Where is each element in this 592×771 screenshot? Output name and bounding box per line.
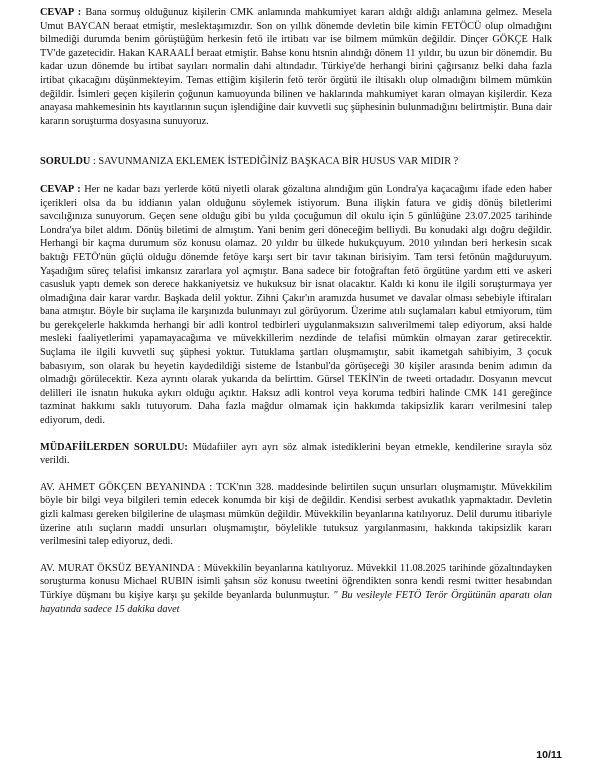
answer-lead: CEVAP :: [40, 7, 82, 18]
question-block: [40, 155, 552, 169]
question-text: : SAVUNMANIZA EKLEMEK İSTEDİĞİNİZ BAŞKACA BİR HUSUS VAR MIDIR ?: [90, 156, 459, 168]
answer-lead: CEVAP :: [40, 183, 81, 195]
defense-question-lead: MÜDAFİİLERDEN SORULDU:: [40, 441, 188, 453]
defense-question-text: Müdafiiler ayrı ayrı söz almak istediklerini beyan etmekle, kendilerine sırayla söz verildi.: [40, 441, 552, 467]
document-page: [40, 6, 552, 616]
lawyer-statement-text: AV. AHMET GÖKÇEN BEYANINDA : TCK'nın 328. maddesinde belirtilen suçun unsurları oluşmamıştır. Müvekkilim böyle bir bilgi veya bilgileri temin edecek konumda bir kişi de değildir. Kendisi serbest avukatlık yapmaktadır. Devletin gizli kalması gereken bilgilerine de ulaşması mümkün değildir. Müvekkilin beyanlarına katılıyoruz. Delil durumu itibariyle üzerine atılı suçların maddi unsurları oluşmamıştır, böylelikle tutuksuz yargılanmasını, hakkında takipsizlik kararı verilmesini talep ediyoruz, dedi.: [40, 481, 552, 548]
defense-question-block: [40, 441, 552, 468]
lawyer-statement-text: AV. MURAT ÖKSÜZ BEYANINDA : Müvekkilin beyanlarına katılıyoruz. Müvekkil 11.08.2025 tarihinde gözaltındayken soruşturma konusu Michael RUBIN isimli şahsın söz konusu tweetini öğrendikten sonra kendi resmi twitter hesabından Türkiye düşmanı bu kişiye karşı şu şekilde beyanlarda bulunmuştur.: [40, 562, 552, 601]
tweet-quote: " Bu vesileyle FETÖ Terör Örgütünün aparatı olan hayatında sadece 15 dakika davet: [40, 589, 553, 615]
lawyer-statement-2: [40, 562, 552, 616]
answer-block-1: [40, 6, 552, 128]
lawyer-statement-1: [40, 481, 552, 549]
page-number: 10/11: [536, 749, 562, 761]
answer-text: Bana sormuş olduğunuz kişilerin CMK anlamında mahkumiyet kararı aldığı aldığı anlamına gelmez. Mesela Umut BAYCAN beraat etmiştir, meslektaşımızdır. Son on yıllık dönemde devletin bile kimin FETÖCÜ olup olmadığını bilmediği durumda benim görüştüğüm herkesin fetö ile irtibatı var ise bilmem mümkün değildir. Dinçer GÖKÇE Halk TV'de gazetecidir. Hakan KARAALİ beraat etmiştir. Bahse konu htsnin alındığı dönem 11 yıldır, bu uzun bir dönemdir. Bu kadar uzun dönemde bu irtibat sayıları normalin dahi altındadır. Türkiye'de herhangi birini çağırsanız belki daha fazla irtibat çıkacağını düşünmekteyim. Temas ettiğim kişilerin fetö terör örgütü ile iltisaklı olup olmadığını bilmem mümkün değildir. İsimleri geçen kişilerin çoğunun kamuoyunda bilinen ve haklarında mahkumiyet kararı olmayan kişilerdir. Keza anayasa mahkemesinin hts kayıtlarının suçun işlendiğine dair kuvvetli suç şüphesinin bulunmadığını belirtmiştir. Buna dair kararın soruşturma dosyasına sunuyoruz.: [40, 7, 552, 127]
answer-block-2: [40, 183, 552, 428]
answer-text: Her ne kadar bazı yerlerde kötü niyetli olarak gözaltına alındığım gün Londra'ya kaçacağımı ifade eden haber içerikleri olsa da bu iddianın yalan olduğunu söylemek istiyorum. Buna ilişkin fatura ve gidiş dönüş biletlerimi savcılığınıza sunuyorum. Geçen sene olduğu gibi bu yılda çocuğumun dil okulu için 5 günlüğüne 23.07.2025 tarihinde Londra'ya bilet aldım. Dönüş biletimi de almıştım. Yani benim geri döneceğim belliydi. Bu konudaki algı doğru değildir. Herhangi bir kaçma durumum söz konusu olamaz. 20 yıldır bu ülkede hukukçuyum. 2010 yılından beri herkesin sıcak baktığı FETÖ'nün güçlü olduğu dönemde fetöye karşı sert bir tavır takınan birisiyim. Tam tersi fetönün mağduruyum. Yaşadığım süreç telafisi imkansız zararlara yol açmıştır. Bana sadece bir fotoğraftan fetö örgütüne yardım etti ve askeri casusluk yaptı demek son derece hakkaniyetsiz ve hukuksuz bir isnat olacaktır. Kaldı ki konu ile ilgili soruşturmaya yer olmadığına dair karar vardır. Başkada delil yoktur. Zihni Çakır'ın aramızda husumet ve davalar olması sebebiyle iftiraları bana atmıştır. Böyle bir suçlama ile karşınızda bulunmayı zul görüyorum. Üzerime atılı suçlamaları kabul etmiyorum, tüm bu gerekçelerle hakkımda herhangi bir adli kontrol tedbirleri uygulanmaksızın salıverilmemi talep ediyorum, aksi halde mesleki faaliyetlerimi yapamayacağıma ve müvekkillerim nezdinde de telafisi mümkün olmayan zarar getirecektir. Suçlama ile ilgili kuvvetli suç şüphesi yoktur. Tutuklama şartları oluşmamıştır, sabit ikametgah sahibiyim, 3 çocuk babasıyım, son olarak bu heyetin kaydedildiği sisteme de İstanbul'da görüşeceği 30 kişiler arasında benim adımın da olmadığı görülecektir. Keza ayrıntı olarak yukarıda da belirttim. Gürsel TEKİN'in de tweeti ortadadır. Dosyanın mevcut delilleri ile isnatın hukuka aykırı olduğu açıktır. Haksız adli kontrol veya koruma tedbiri halinde CMK 141 gereğince tazminat hakkımı saklı tutuyorum. Daha fazla mağdur olmamak için hakkımda takipsizlik kararı verilmesini talep ediyorum, dedi.: [40, 183, 552, 427]
question-lead: SORULDU: [40, 156, 91, 168]
